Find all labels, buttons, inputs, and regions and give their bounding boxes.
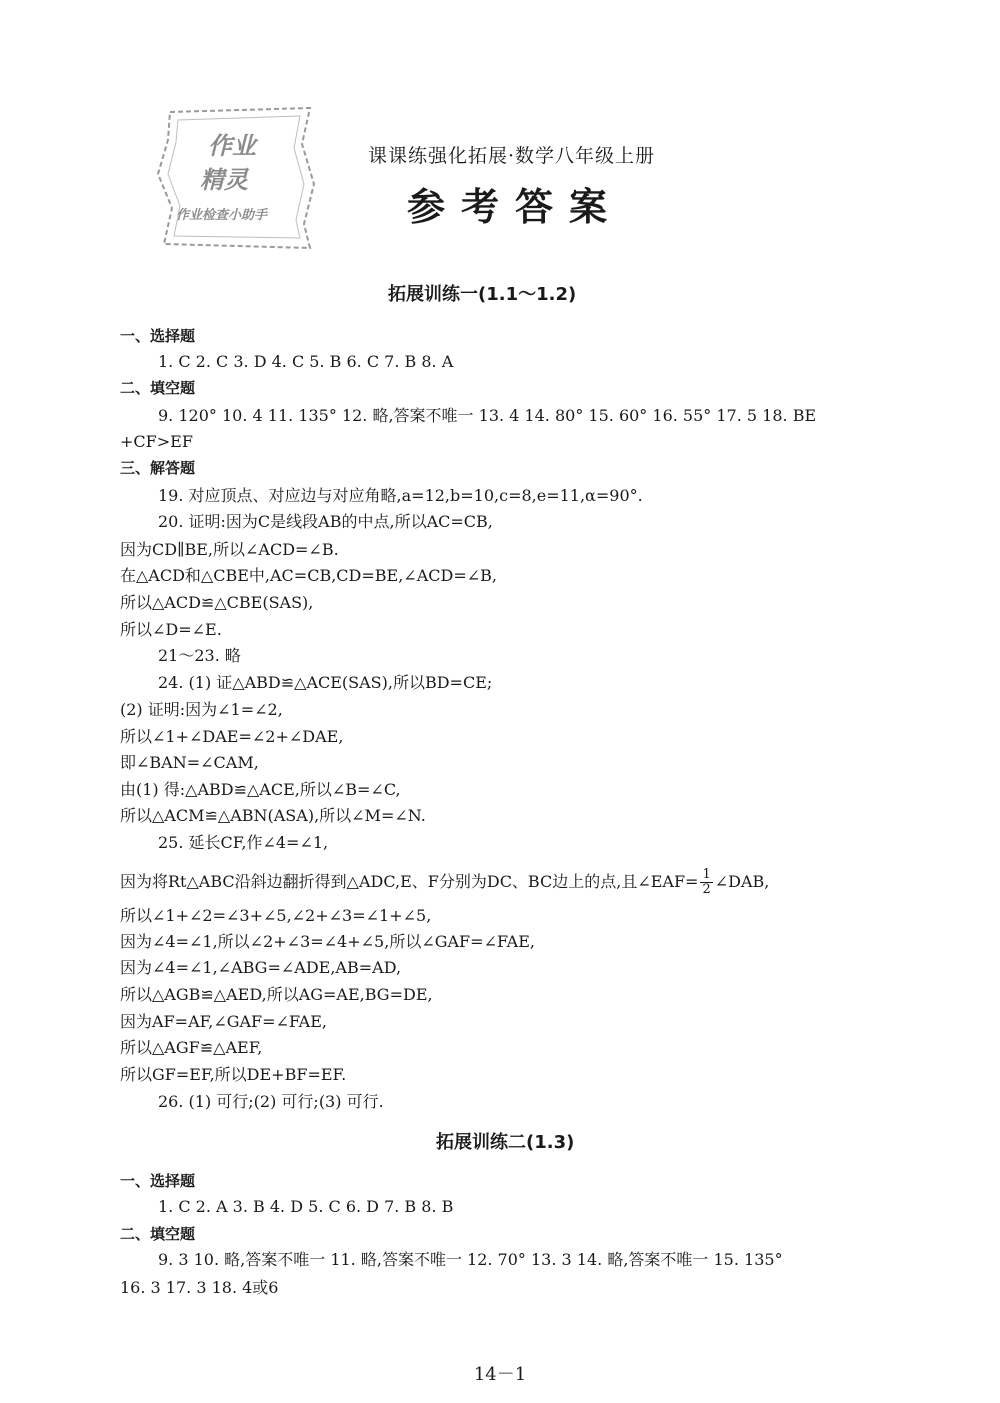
- fill-answers-2b: 16. 3 17. 3 18. 4或6: [120, 1278, 279, 1297]
- category-solve-1: 三、解答题: [120, 459, 196, 477]
- page-title: 参考答案: [407, 185, 624, 229]
- answer-line: 所以△AGF≌△AEF,: [120, 1038, 263, 1057]
- answer-line: 所以△AGB≌△AED,所以AG=AE,BG=DE,: [120, 985, 433, 1004]
- fill-answers-2a: 9. 3 10. 略,答案不唯一 11. 略,答案不唯一 12. 70° 13. 3 14. 略,答案不唯一 15. 135°: [158, 1250, 783, 1269]
- choice-answers-1: 1. C 2. C 3. D 4. C 5. B 6. C 7. B 8. A: [158, 352, 454, 371]
- fraction-prefix: 因为将Rt△ABC沿斜边翻折得到△ADC,E、F分别为DC、BC边上的点,且∠EAF=: [120, 872, 699, 891]
- answer-line: 由(1) 得:△ABD≌△ACE,所以∠B=∠C,: [120, 780, 401, 799]
- fill-answers-1b: +CF>EF: [120, 432, 193, 451]
- answer-line: 即∠BAN=∠CAM,: [120, 753, 259, 772]
- section-title-2: 拓展训练二(1.3): [436, 1132, 575, 1153]
- category-choice-1: 一、选择题: [120, 327, 196, 345]
- answer-line: 21～23. 略: [158, 646, 241, 665]
- fraction-numerator: 1: [702, 867, 711, 882]
- answer-line: 24. (1) 证△ABD≌△ACE(SAS),所以BD=CE;: [158, 673, 493, 692]
- answer-line: 所以△ACD≌△CBE(SAS),: [120, 593, 314, 612]
- fraction-suffix: ∠DAB,: [714, 872, 770, 891]
- book-subtitle: 课课练强化拓展·数学八年级上册: [368, 145, 656, 167]
- answer-line: 在△ACD和△CBE中,AC=CB,CD=BE,∠ACD=∠B,: [120, 566, 497, 585]
- answer-line: 因为∠4=∠1,所以∠2+∠3=∠4+∠5,所以∠GAF=∠FAE,: [120, 932, 536, 951]
- answer-line: (2) 证明:因为∠1=∠2,: [120, 700, 283, 719]
- stamp-text-1: 作业: [208, 132, 256, 160]
- stamp-text-3: 作业检查小助手: [176, 208, 268, 223]
- choice-answers-2: 1. C 2. A 3. B 4. D 5. C 6. D 7. B 8. B: [158, 1197, 454, 1216]
- category-fill-1: 二、填空题: [120, 379, 196, 397]
- answer-line: 26. (1) 可行;(2) 可行;(3) 可行.: [158, 1092, 384, 1111]
- answer-line: 因为∠4=∠1,∠ABG=∠ADE,AB=AD,: [120, 958, 402, 977]
- answer-line: 因为CD∥BE,所以∠ACD=∠B.: [120, 540, 339, 559]
- answer-line: 因为AF=AF,∠GAF=∠FAE,: [120, 1012, 328, 1031]
- stamp-logo: [150, 104, 318, 252]
- answer-line: 所以∠1+∠DAE=∠2+∠DAE,: [120, 727, 344, 746]
- answer-line: 所以△ACM≌△ABN(ASA),所以∠M=∠N.: [120, 806, 426, 825]
- page-number: 14－1: [473, 1364, 527, 1385]
- answer-line: 所以∠1+∠2=∠3+∠5,∠2+∠3=∠1+∠5,: [120, 906, 432, 925]
- category-fill-2: 二、填空题: [120, 1225, 196, 1243]
- fill-answers-1a: 9. 120° 10. 4 11. 135° 12. 略,答案不唯一 13. 4 14. 80° 15. 60° 16. 55° 17. 5 18. BE: [158, 406, 817, 425]
- fraction: [700, 868, 712, 897]
- section-title-1: 拓展训练一(1.1～1.2): [388, 284, 577, 305]
- answer-line: 所以GF=EF,所以DE+BF=EF.: [120, 1065, 347, 1084]
- answer-line: 20. 证明:因为C是线段AB的中点,所以AC=CB,: [158, 512, 493, 531]
- category-choice-2: 一、选择题: [120, 1172, 196, 1190]
- answer-line: 19. 对应顶点、对应边与对应角略,a=12,b=10,c=8,e=11,α=90°.: [158, 486, 643, 505]
- answer-line: 25. 延长CF,作∠4=∠1,: [158, 833, 329, 852]
- stamp-text-2: 精灵: [200, 166, 248, 194]
- answer-line-fraction: [120, 868, 769, 897]
- answer-line: 所以∠D=∠E.: [120, 620, 222, 639]
- fraction-denominator: 2: [702, 882, 711, 897]
